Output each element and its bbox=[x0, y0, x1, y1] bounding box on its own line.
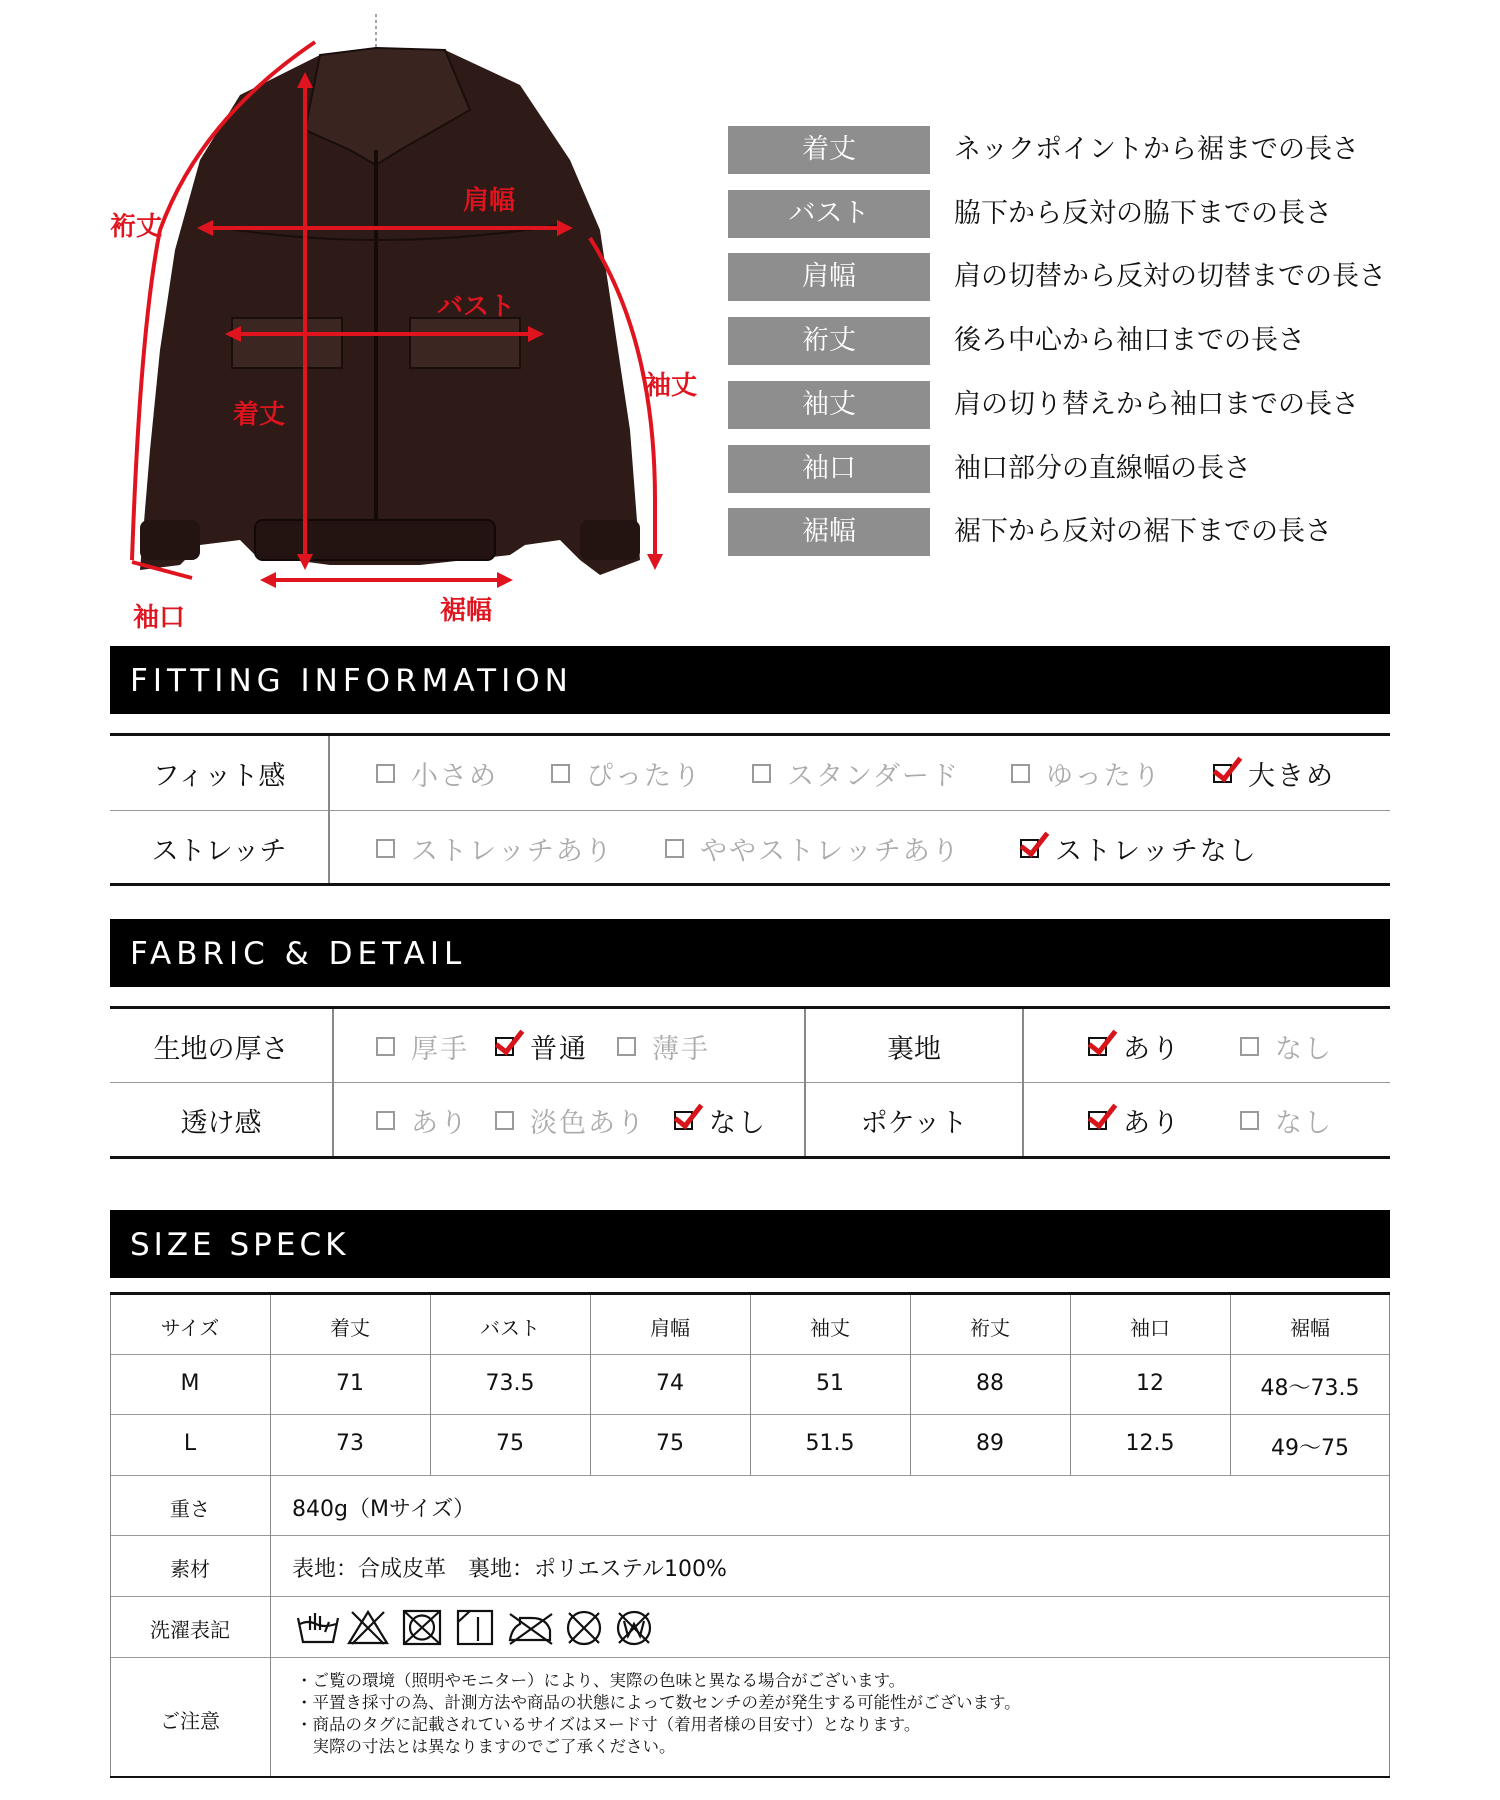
checkbox-icon bbox=[551, 764, 570, 783]
notes-label: ご注意 bbox=[160, 1709, 220, 1733]
option-fit-exact: ぴったり bbox=[551, 754, 702, 793]
label-yuki: 裄丈 bbox=[110, 212, 163, 242]
row-label-thickness: 生地の厚さ bbox=[153, 1034, 289, 1065]
definition-term: 肩幅 bbox=[728, 253, 930, 301]
label-sodetake: 袖丈 bbox=[645, 371, 698, 401]
table-cell: 51 bbox=[816, 1371, 844, 1396]
header-sodeguchi: 袖口 bbox=[1130, 1316, 1170, 1340]
no-bleach-icon bbox=[349, 1612, 387, 1644]
label-susohaba: 裾幅 bbox=[440, 596, 493, 626]
row-label-pocket: ポケット bbox=[860, 1108, 968, 1139]
table-cell: 71 bbox=[336, 1371, 364, 1396]
header-bust: バスト bbox=[480, 1316, 540, 1340]
checkbox-icon bbox=[617, 1037, 636, 1056]
definition-desc: 肩の切り替えから袖口までの長さ bbox=[954, 389, 1359, 420]
option-pocket-yes: あり bbox=[1088, 1101, 1181, 1140]
checkbox-icon bbox=[1240, 1037, 1259, 1056]
header-size: サイズ bbox=[160, 1316, 220, 1340]
size-section-title: SIZE SPECK bbox=[110, 1210, 1390, 1278]
definition-term: バスト bbox=[728, 190, 930, 238]
header-kitake: 着丈 bbox=[330, 1316, 370, 1340]
definition-desc: 脇下から反対の脇下までの長さ bbox=[954, 198, 1332, 229]
checkbox-icon bbox=[376, 1111, 395, 1130]
checkmark-icon bbox=[1088, 1037, 1107, 1056]
note-line: 実際の寸法とは異なりますのでご了承ください。 bbox=[296, 1737, 676, 1756]
table-cell: L bbox=[183, 1431, 197, 1456]
checkmark-icon bbox=[495, 1037, 514, 1056]
material-value: 表地：合成皮革 裏地：ポリエステル100% bbox=[292, 1557, 727, 1582]
definition-row bbox=[728, 126, 1428, 174]
weight-label: 重さ bbox=[170, 1497, 210, 1521]
definition-term: 袖口 bbox=[728, 445, 930, 493]
definition-desc: ネックポイントから裾までの長さ bbox=[954, 134, 1359, 165]
definition-row bbox=[728, 317, 1428, 365]
definition-desc: 後ろ中心から袖口までの長さ bbox=[954, 325, 1305, 356]
weight-value: 840g（Mサイズ） bbox=[292, 1497, 476, 1522]
line-dry-shade-icon bbox=[458, 1611, 492, 1644]
label-katahaba: 肩幅 bbox=[463, 186, 516, 216]
checkmark-icon bbox=[1213, 764, 1232, 783]
option-sheer-light: 淡色あり bbox=[495, 1101, 646, 1140]
definition-row bbox=[728, 190, 1428, 238]
no-iron-icon bbox=[510, 1614, 552, 1644]
table-cell: 74 bbox=[656, 1371, 684, 1396]
option-thin: 薄手 bbox=[617, 1027, 710, 1066]
checkbox-icon bbox=[665, 839, 684, 858]
hand-wash-icon bbox=[298, 1613, 338, 1642]
definition-row bbox=[728, 381, 1428, 429]
fitting-section-title: FITTING INFORMATION bbox=[110, 646, 1390, 714]
option-sheer-yes: あり bbox=[376, 1101, 469, 1140]
table-cell: 75 bbox=[496, 1431, 524, 1456]
no-dry-clean-icon bbox=[568, 1612, 600, 1644]
table-cell: 12.5 bbox=[1125, 1431, 1175, 1456]
definition-row bbox=[728, 445, 1428, 493]
label-bust: バスト bbox=[437, 292, 516, 322]
option-stretch-yes: ストレッチあり bbox=[376, 829, 614, 868]
header-susohaba: 裾幅 bbox=[1290, 1316, 1330, 1340]
definition-desc: 裾下から反対の裾下までの長さ bbox=[954, 516, 1332, 547]
definition-term: 裾幅 bbox=[728, 508, 930, 556]
row-label-lining: 裏地 bbox=[887, 1034, 941, 1065]
table-cell: 51.5 bbox=[805, 1431, 855, 1456]
option-fit-large: 大きめ bbox=[1213, 754, 1335, 793]
table-cell: 49〜75 bbox=[1271, 1436, 1349, 1461]
definition-desc: 袖口部分の直線幅の長さ bbox=[954, 453, 1251, 484]
option-lining-no: なし bbox=[1240, 1027, 1333, 1066]
no-tumble-dry-icon bbox=[404, 1611, 440, 1644]
option-pocket-no: なし bbox=[1240, 1101, 1333, 1140]
table-cell: M bbox=[180, 1371, 200, 1396]
option-stretch-none: ストレッチなし bbox=[1020, 829, 1258, 868]
table-cell: 75 bbox=[656, 1431, 684, 1456]
measurement-diagram bbox=[0, 0, 720, 640]
option-sheer-none: なし bbox=[674, 1101, 767, 1140]
option-fit-relaxed: ゆったり bbox=[1011, 754, 1162, 793]
label-kitake: 着丈 bbox=[233, 400, 286, 430]
option-fit-standard: スタンダード bbox=[752, 754, 960, 793]
material-label: 素材 bbox=[170, 1557, 210, 1581]
checkmark-icon bbox=[1020, 839, 1039, 858]
note-line: ・ご覧の環境（照明やモニター）により、実際の色味と異なる場合がございます。 bbox=[296, 1671, 906, 1690]
checkbox-icon bbox=[495, 1111, 514, 1130]
table-cell: 88 bbox=[976, 1371, 1004, 1396]
checkbox-icon bbox=[376, 839, 395, 858]
definition-term: 着丈 bbox=[728, 126, 930, 174]
header-sodetake: 袖丈 bbox=[810, 1316, 850, 1340]
table-cell: 12 bbox=[1136, 1371, 1164, 1396]
table-cell: 89 bbox=[976, 1431, 1004, 1456]
row-label-stretch: ストレッチ bbox=[151, 836, 287, 867]
checkbox-icon bbox=[1011, 764, 1030, 783]
checkmark-icon bbox=[1088, 1111, 1107, 1130]
option-lining-yes: あり bbox=[1088, 1027, 1181, 1066]
definition-row bbox=[728, 253, 1428, 301]
definition-term: 裄丈 bbox=[728, 317, 930, 365]
jacket-illustration bbox=[0, 0, 720, 640]
header-yuki: 裄丈 bbox=[970, 1316, 1010, 1340]
note-line: ・平置き採寸の為、計測方法や商品の状態によって数センチの差が発生する可能性がございます。 bbox=[296, 1693, 1021, 1712]
care-icons bbox=[296, 1608, 676, 1652]
row-label-fit: フィット感 bbox=[152, 761, 286, 792]
label-sodeguchi: 袖口 bbox=[133, 603, 186, 633]
checkmark-icon bbox=[674, 1111, 693, 1130]
note-line: ・商品のタグに記載されているサイズはヌード寸（着用者様の目安寸）となります。 bbox=[296, 1715, 921, 1734]
table-cell: 48〜73.5 bbox=[1260, 1376, 1360, 1401]
no-wet-clean-icon bbox=[618, 1612, 650, 1644]
option-normal: 普通 bbox=[495, 1027, 588, 1066]
table-cell: 73 bbox=[336, 1431, 364, 1456]
option-thick: 厚手 bbox=[376, 1027, 469, 1066]
checkbox-icon bbox=[752, 764, 771, 783]
checkbox-icon bbox=[376, 1037, 395, 1056]
checkbox-icon bbox=[376, 764, 395, 783]
checkbox-icon bbox=[1240, 1111, 1259, 1130]
table-cell: 73.5 bbox=[485, 1371, 535, 1396]
definition-row bbox=[728, 508, 1428, 556]
definition-desc: 肩の切替から反対の切替までの長さ bbox=[954, 261, 1386, 292]
care-label: 洗濯表記 bbox=[150, 1618, 230, 1642]
header-katahaba: 肩幅 bbox=[650, 1316, 690, 1340]
option-fit-small: 小さめ bbox=[376, 754, 498, 793]
option-stretch-slight: ややストレッチあり bbox=[665, 829, 961, 868]
row-label-sheerness: 透け感 bbox=[180, 1108, 262, 1139]
fabric-section-title: FABRIC & DETAIL bbox=[110, 919, 1390, 987]
definition-term: 袖丈 bbox=[728, 381, 930, 429]
